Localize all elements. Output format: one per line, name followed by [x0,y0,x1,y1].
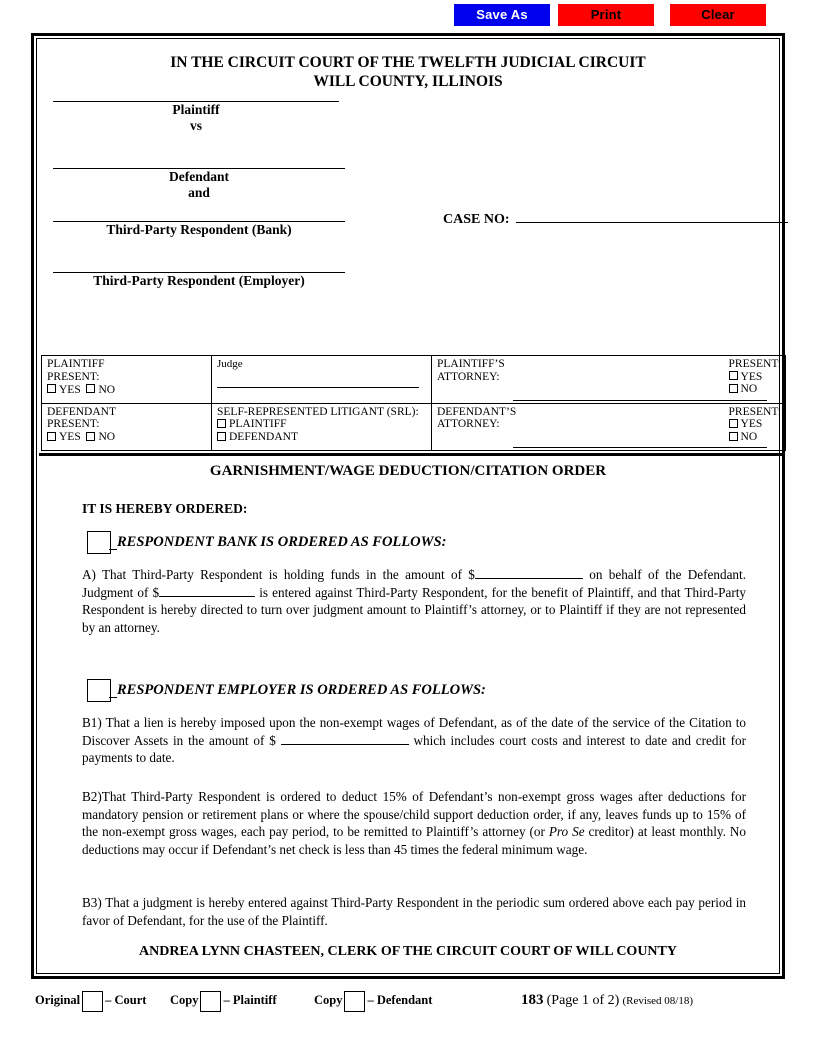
case-no-label: CASE NO: [443,212,510,227]
respondent-bank-heading-row [87,531,727,557]
plaintiff-attorney-cell [432,356,786,404]
paragraph-b1-text2: which includes court costs and interest to date and credit for payments to date. [82,732,746,765]
respondent-employer-underline [109,683,117,698]
footer-defendant-label: – Defendant [367,993,433,1007]
plaintiff-attorney-present-group [729,358,781,396]
respondent-bank-underline [109,535,117,550]
respondent-employer-heading: RESPONDENT EMPLOYER IS ORDERED AS FOLLOWS: [117,682,486,698]
table-row [42,356,786,404]
and-label: and [188,185,210,200]
respondent-employer-checkbox[interactable] [87,679,111,702]
footer-copy-plaintiff-group [170,988,277,1012]
hereby-ordered-label: IT IS HEREBY ORDERED: [82,501,248,516]
respondent-bank-label: Third-Party Respondent (Bank) [106,222,292,237]
footer-copy-plaintiff-checkbox[interactable] [200,991,221,1012]
plaintiff-attorney-present-label: PRESENT: [728,358,781,370]
judge-label: Judge [217,358,243,370]
footer-original-checkbox[interactable] [82,991,103,1012]
defendant-attorney-no-checkbox[interactable] [729,432,738,441]
paragraph-b3: B3) That a judgment is hereby entered against Third-Party Respondent in the periodic sum ordered above each pay period in favor of Defendant, for the use of the Plaintiff. [82,895,746,928]
document-footer [31,988,785,1018]
defendant-present-no-checkbox[interactable] [86,432,95,441]
footer-copy-defendant-checkbox[interactable] [344,991,365,1012]
paragraph-a-text1: A) That Third-Party Respondent is holding funds in the amount of $ [82,567,475,582]
appearance-table [41,355,786,451]
order-title: GARNISHMENT/WAGE DEDUCTION/CITATION ORDER [209,463,607,479]
defendant-attorney-cell [432,403,786,451]
paragraph-b2-text2: creditor) at least monthly. No deductions may occur if Defendant’s net check is less than 45 times the federal minimum wage. [82,824,746,857]
plaintiff-attorney-label-line1: PLAINTIFF’S [437,358,505,370]
footer-court-label: – Court [105,993,147,1007]
footer-page-info: (Page 1 of 2) [546,993,620,1008]
plaintiff-present-yes-label: YES [59,383,81,396]
vs-label: vs [189,118,202,133]
footer-plaintiff-label: – Plaintiff [223,993,277,1007]
court-header [37,53,779,91]
defendant-present-label-line2: PRESENT: [47,418,100,431]
paragraph-b1-amount-input[interactable] [281,732,409,745]
plaintiff-label: Plaintiff [172,102,220,117]
footer-copy2-label: Copy [314,993,343,1007]
paragraph-b1 [82,714,746,767]
print-button[interactable]: Print [558,4,654,26]
respondent-employer-label: Third-Party Respondent (Employer) [93,273,305,288]
case-no-input[interactable] [516,211,788,223]
defendant-present-cell [42,403,212,451]
footer-copy1-label: Copy [170,993,199,1007]
footer-form-info [521,988,693,1013]
form-toolbar [0,4,816,30]
srl-defendant-checkbox[interactable] [217,432,226,441]
defendant-present-label-line1: DEFENDANT [47,405,116,418]
paragraph-b2 [82,788,746,858]
case-caption [37,101,779,351]
srl-cell [212,403,432,451]
table-row [42,403,786,451]
defendant-attorney-label-line1: DEFENDANT’S [437,405,517,418]
srl-plaintiff-checkbox[interactable] [217,419,226,428]
clear-button[interactable]: Clear [670,4,766,26]
respondent-employer-heading-row [87,679,727,705]
footer-original-label: Original [35,993,81,1007]
court-header-line2: WILL COUNTY, ILLINOIS [313,73,503,90]
paragraph-a [82,566,746,636]
plaintiff-present-yes-checkbox[interactable] [47,384,56,393]
case-number-row [443,211,788,228]
defendant-attorney-present-label: PRESENT: [728,405,781,418]
table-bottom-divider [39,453,785,456]
paragraph-b1-text1: B1) That a lien is hereby imposed upon the non-exempt wages of Defendant, as of the date of the service of the Citation to Discover Assets in the amount of $ [82,715,746,748]
clerk-signature-line: ANDREA LYNN CHASTEEN, CLERK OF THE CIRCUIT COURT OF WILL COUNTY [139,944,677,959]
plaintiff-attorney-input[interactable] [513,400,768,401]
defendant-attorney-label-line2: ATTORNEY: [437,418,500,431]
srl-defendant-label: DEFENDANT [229,431,298,444]
plaintiff-present-no-label: NO [98,383,116,396]
court-header-line1: IN THE CIRCUIT COURT OF THE TWELFTH JUDICIAL CIRCUIT [170,54,646,71]
respondent-bank-checkbox[interactable] [87,531,111,554]
paragraph-a-text3: is entered against Third-Party Respondent, for the benefit of Plaintiff, and that Third-Party Respondent is hereby directed to turn over judgment amount to Plaintiff’s attorney, or to Plaintiff if they are not represented by an attorney. [82,584,746,635]
plaintiff-attorney-yes-label: YES [740,370,763,383]
defendant-present-yes-checkbox[interactable] [47,432,56,441]
respondent-bank-heading: RESPONDENT BANK IS ORDERED AS FOLLOWS: [117,534,447,550]
save-as-button[interactable]: Save As [454,4,550,26]
footer-form-number: 183 [521,992,544,1008]
plaintiff-attorney-no-label: NO [740,383,758,396]
page-inner-border [36,38,780,974]
document-page [31,33,785,979]
footer-copy-defendant-group [314,988,432,1012]
judge-cell [212,356,432,404]
footer-original-group [35,988,146,1012]
plaintiff-attorney-yes-checkbox[interactable] [729,371,738,380]
plaintiff-present-cell [42,356,212,404]
srl-label: SELF-REPRESENTED LITIGANT (SRL): [217,405,419,418]
defendant-attorney-input[interactable] [513,447,768,448]
plaintiff-present-label-line2: PRESENT: [47,370,100,383]
plaintiff-present-no-checkbox[interactable] [86,384,95,393]
footer-revised: (Revised 08/18) [622,995,694,1007]
paragraph-a-text2: on behalf of the Defendant. Judgment of $ [82,567,746,600]
paragraph-a-amount-input[interactable] [475,566,583,579]
plaintiff-attorney-label-line2: ATTORNEY: [437,370,500,383]
defendant-label: Defendant [169,169,229,184]
plaintiff-present-label-line1: PLAINTIFF [47,358,105,370]
defendant-attorney-no-label: NO [740,430,758,443]
defendant-attorney-present-group [729,406,781,444]
defendant-present-no-label: NO [98,431,116,444]
defendant-present-yes-label: YES [59,431,81,444]
srl-plaintiff-label: PLAINTIFF [229,418,287,431]
paragraph-a-judgment-input[interactable] [159,584,255,597]
paragraph-b2-text1: B2)That Third-Party Respondent is ordered to deduct 15% of Defendant’s non-exempt gross wages after deductions for mandatory pension or retirement plans or where the spouse/child support deduction order, if any, leaves funds up to 15% of the non-exempt gross wages, each pay period, to be remitted to Plaintiff’s attorney (or [82,789,746,839]
plaintiff-attorney-no-checkbox[interactable] [729,384,738,393]
paragraph-b2-pro-se: Pro Se [548,824,585,839]
judge-input[interactable] [217,387,419,388]
defendant-attorney-yes-checkbox[interactable] [729,419,738,428]
caption-parties [53,101,373,289]
defendant-attorney-yes-label: YES [740,418,763,431]
